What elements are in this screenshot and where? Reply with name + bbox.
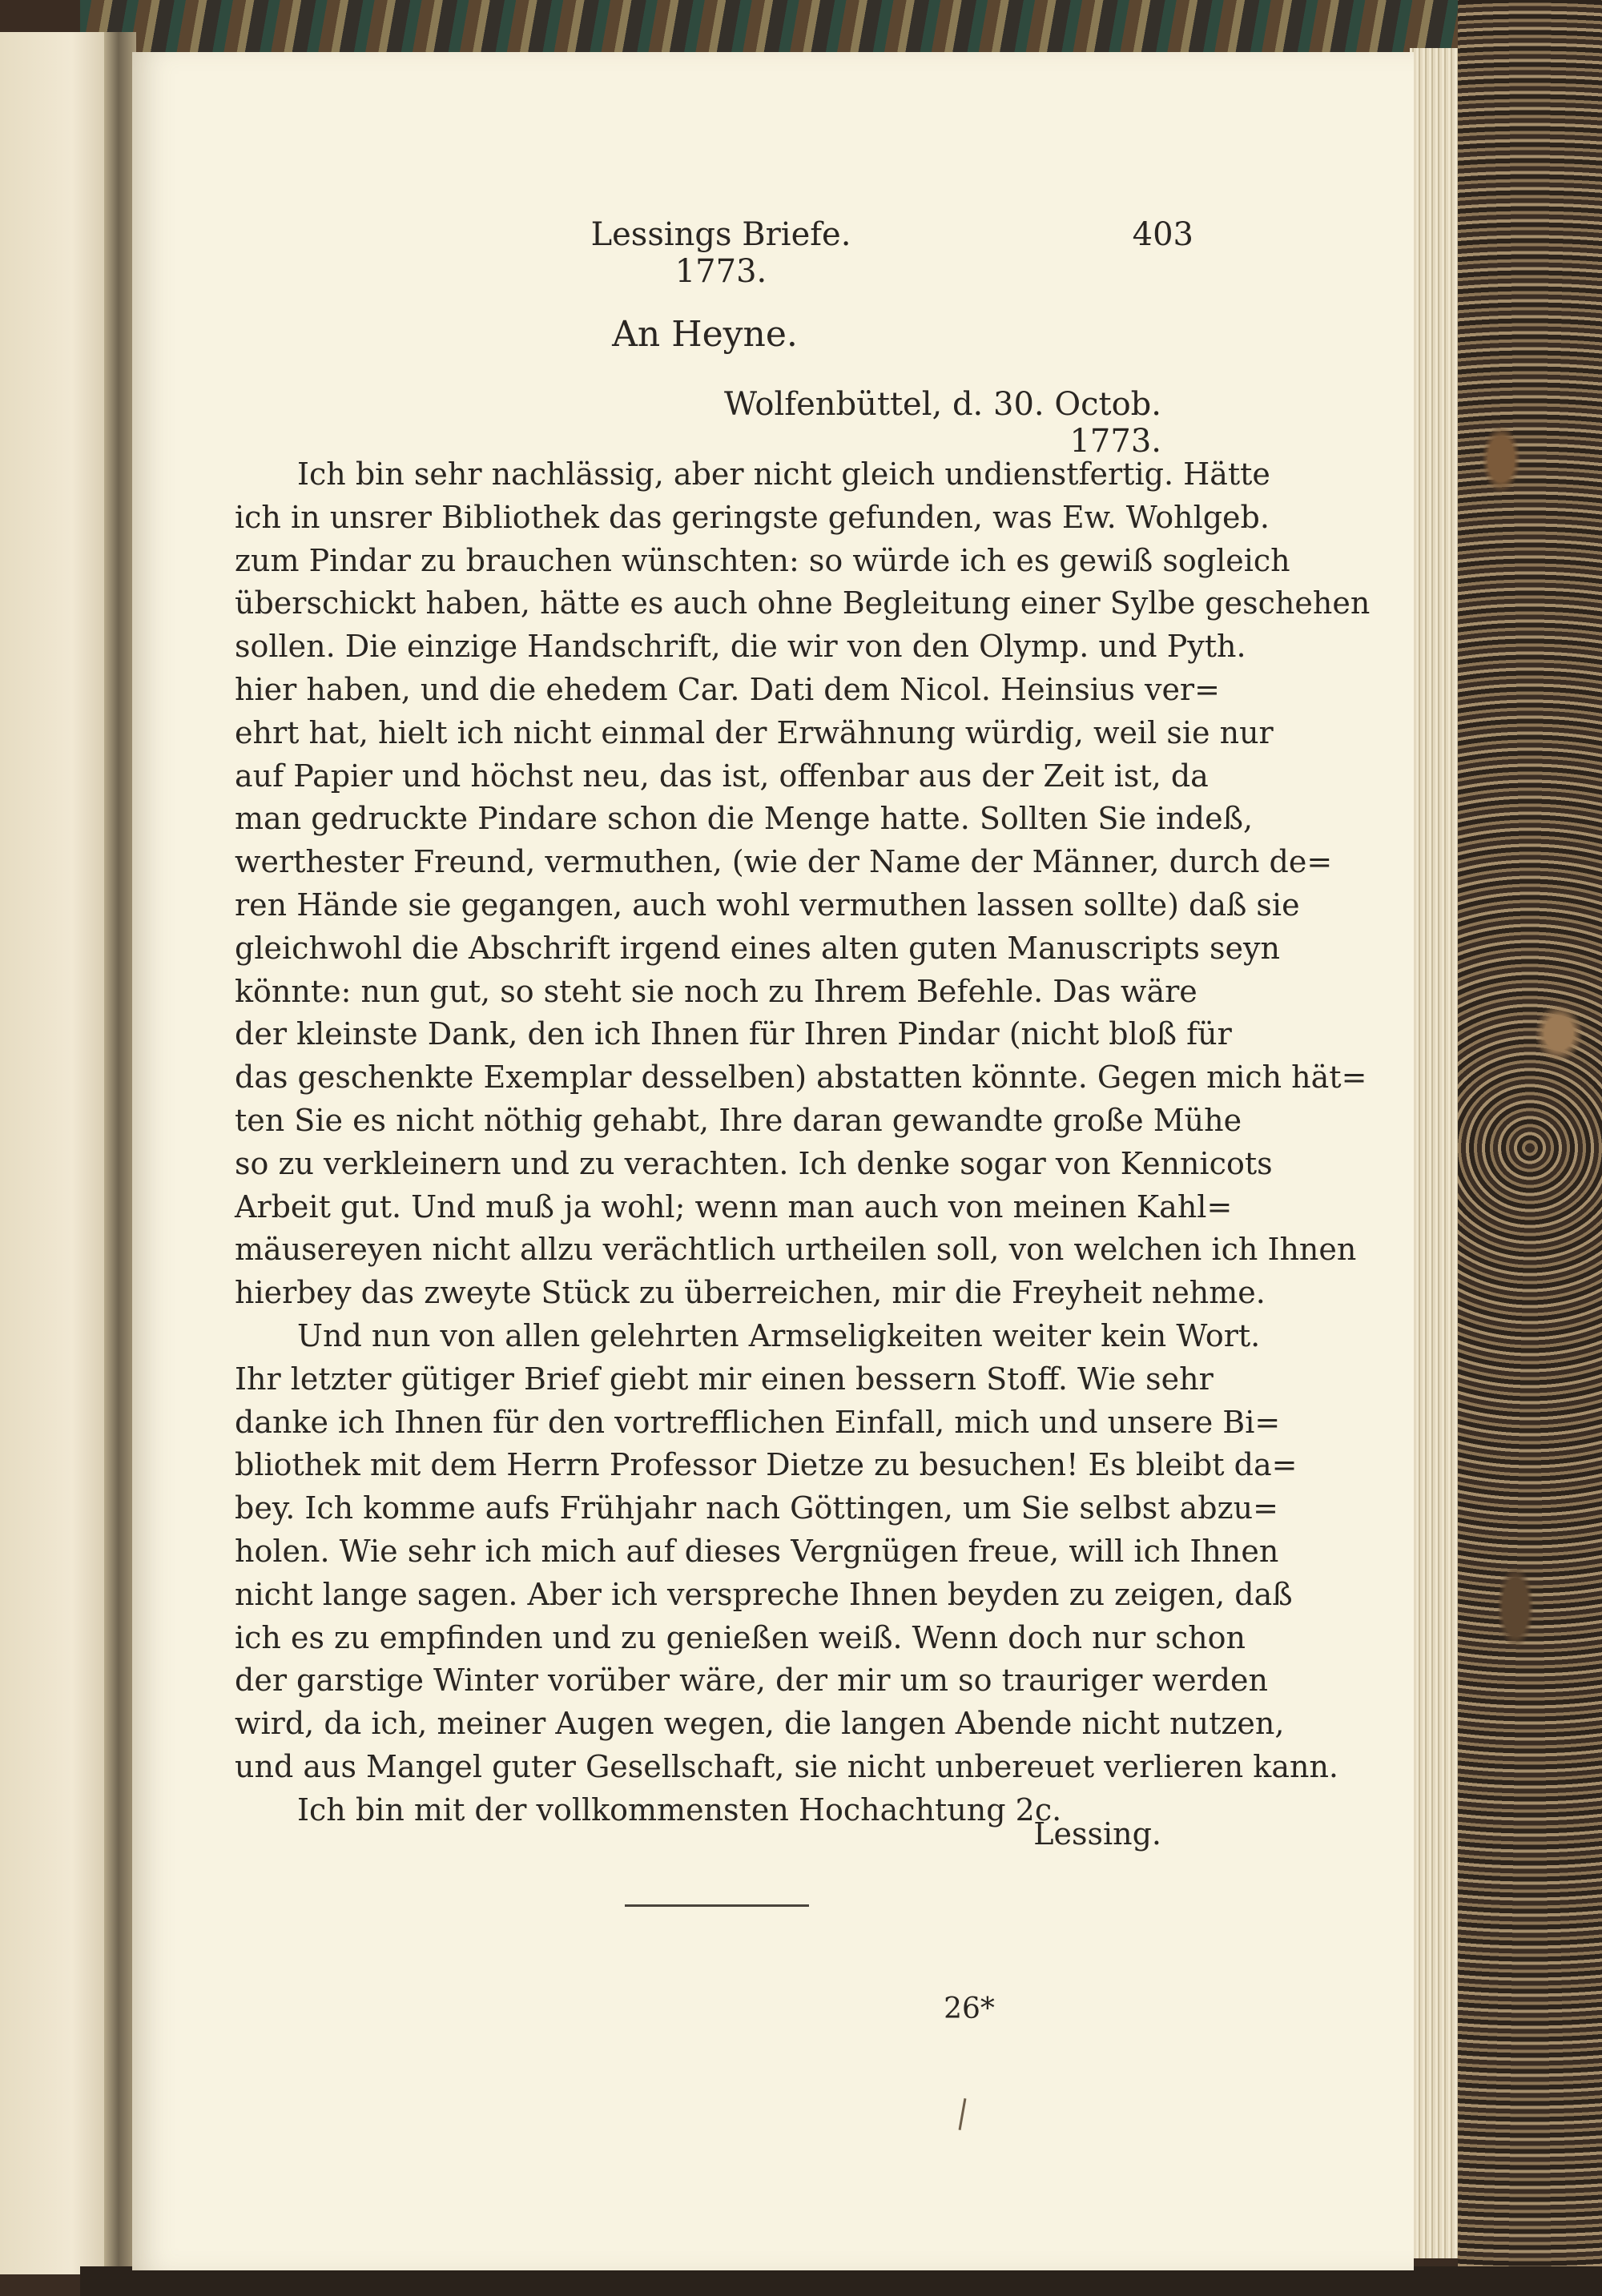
text-line: Ich bin mit der vollkommensten Hochachtung 2c. — [297, 1791, 1062, 1828]
text-line: könnte: nun gut, so steht sie noch zu Ihrem Befehle. Das wäre — [235, 973, 1197, 1009]
text-line: ren Hände sie gegangen, auch wohl vermuthen lassen sollte) daß sie — [235, 887, 1300, 923]
text-line: wird, da ich, meiner Augen wegen, die langen Abende nicht nutzen, — [235, 1706, 1285, 1742]
text-line: ich in unsrer Bibliothek das geringste gefunden, was Ew. Wohlgeb. — [235, 499, 1270, 535]
text-line: holen. Wie sehr ich mich auf dieses Vergnügen freue, will ich Ihnen — [235, 1533, 1279, 1569]
letter-dateline: Wolfenbüttel, d. 30. Octob. 1773. — [724, 386, 1161, 460]
text-line: der garstige Winter vorüber wäre, der mir um so trauriger werden — [235, 1663, 1269, 1699]
letter-body — [235, 453, 1371, 1832]
facing-page — [0, 32, 120, 2274]
text-line: danke ich Ihnen für den vortrefflichen Einfall, mich und unsere Bi= — [235, 1404, 1281, 1440]
text-line: man gedruckte Pindare schon die Menge hatte. Sollten Sie indeß, — [235, 801, 1254, 837]
letter-addressee: An Heyne. — [612, 314, 798, 355]
text-line: auf Papier und höchst neu, das ist, offenbar aus der Zeit ist, da — [235, 758, 1209, 794]
text-line: ehrt hat, hielt ich nicht einmal der Erwähnung würdig, weil sie nur — [235, 714, 1274, 750]
text-line: hier haben, und die ehedem Car. Dati dem Nicol. Heinsius ver= — [235, 671, 1220, 707]
text-line: Arbeit gut. Und muß ja wohl; wenn man auch von meinen Kahl= — [235, 1188, 1233, 1224]
text-line: bliothek mit dem Herrn Professor Dietze zu besuchen! Es bleibt da= — [235, 1447, 1298, 1483]
page-edges — [1410, 48, 1458, 2258]
page-number: 403 — [1132, 216, 1193, 253]
text-line: Ich bin sehr nachlässig, aber nicht gleich undienstfertig. Hätte — [297, 456, 1270, 492]
text-line: der kleinste Dank, den ich Ihnen für Ihren Pindar (nicht bloß für — [235, 1016, 1232, 1052]
text-line: und aus Mangel guter Gesellschaft, sie nicht unbereuet verlieren kann. — [235, 1748, 1339, 1784]
text-line: werthester Freund, vermuthen, (wie der Name der Männer, durch de= — [235, 844, 1333, 880]
marbled-endpaper — [1458, 0, 1602, 2296]
book-cover-top — [80, 0, 1602, 56]
running-head: Lessings Briefe. 1773. — [590, 216, 851, 290]
text-line: hierbey das zweyte Stück zu überreichen, mir die Freyheit nehme. — [235, 1275, 1266, 1311]
text-line: ich es zu empfinden und zu genießen weiß. Wenn doch nur schon — [235, 1619, 1246, 1655]
text-line: mäusereyen nicht allzu verächtlich urtheilen soll, von welchen ich Ihnen — [235, 1232, 1357, 1268]
text-line: das geschenkte Exemplar desselben) abstatten könnte. Gegen mich hät= — [235, 1060, 1367, 1096]
text-line: überschickt haben, hätte es auch ohne Begleitung einer Sylbe geschehen — [235, 585, 1371, 621]
text-line: nicht lange sagen. Aber ich verspreche Ihnen beyden zu zeigen, daß — [235, 1576, 1293, 1612]
letter-signature: Lessing. — [1033, 1816, 1161, 1852]
text-line: bey. Ich komme aufs Frühjahr nach Göttingen, um Sie selbst abzu= — [235, 1490, 1278, 1526]
book-gutter — [104, 32, 136, 2274]
text-line: sollen. Die einzige Handschrift, die wir von den Olymp. und Pyth. — [235, 629, 1246, 665]
text-line: Und nun von allen gelehrten Armseligkeiten weiter kein Wort. — [297, 1317, 1261, 1353]
text-line: Ihr letzter gütiger Brief giebt mir einen bessern Stoff. Wie sehr — [235, 1361, 1214, 1397]
text-line: so zu verkleinern und zu verachten. Ich denke sogar von Kennicots — [235, 1145, 1273, 1181]
closing-rule — [625, 1904, 809, 1907]
text-line: zum Pindar zu brauchen wünschten: so würde ich es gewiß sogleich — [235, 542, 1290, 578]
text-line: ten Sie es nicht nöthig gehabt, Ihre daran gewandte große Mühe — [235, 1102, 1242, 1138]
text-line: gleichwohl die Abschrift irgend eines alten guten Manuscripts seyn — [235, 930, 1280, 966]
book-cover-bottom — [80, 2266, 1602, 2296]
printer-signature-mark: 26* — [944, 1992, 995, 2025]
